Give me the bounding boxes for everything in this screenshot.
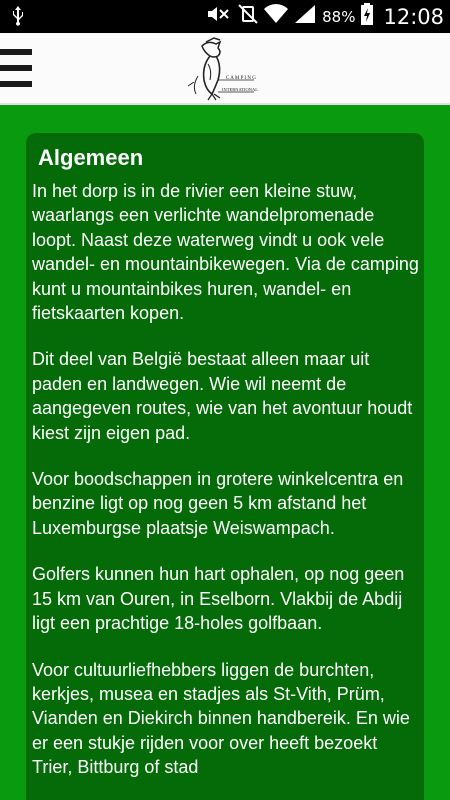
card-title: Algemeen <box>38 145 144 170</box>
status-bar <box>0 0 450 33</box>
card-body <box>32 179 420 800</box>
hamburger-menu-icon[interactable] <box>0 49 32 87</box>
battery-percent: 88% <box>322 7 356 26</box>
paragraph: Voor boodschappen in grotere winkelcentra en benzine ligt op nog geen 5 km afstand het Luxemburgse plaatsje Weiswampach. <box>32 469 404 538</box>
mute-icon <box>206 4 232 29</box>
wifi-icon <box>264 4 288 29</box>
vibrate-off-icon <box>238 4 258 29</box>
svg-text:C A M P I N G: C A M P I N G <box>226 76 256 81</box>
svg-text:INTERNATIONAL: INTERNATIONAL <box>222 87 258 92</box>
paragraph: In het dorp is in de rivier een kleine stuw, waarlangs een verlichte wandelpromenade loopt. Naast deze waterweg vindt u ook vele wandel- en mountainbikewegen. Via de camping kunt u mountainbikes huren, wandel- en fietskaarten kopen. <box>32 181 419 324</box>
paragraph: Dit deel van België bestaat alleen maar uit paden en landwegen. Wie wil neemt de aangegeven routes, wie van het avontuur houdt kiest zijn eigen pad. <box>32 349 413 443</box>
content-card <box>26 133 424 800</box>
signal-icon <box>294 4 316 29</box>
camping-logo <box>184 36 260 102</box>
usb-icon <box>12 6 24 31</box>
clock: 12:08 <box>383 4 444 29</box>
battery-charging-icon <box>361 3 373 30</box>
app-bar <box>0 33 450 105</box>
paragraph: Golfers kunnen hun hart ophalen, op nog geen 15 km van Ouren, in Eselborn. Vlakbij de Abdij ligt een prachtige 18-holes golfbaan. <box>32 564 405 634</box>
paragraph: Voor cultuurliefhebbers liggen de burchten, kerkjes, musea en stadjes als St-Vith, Prüm, Vianden en Diekirch binnen handbereik. En wie er een stukje rijden voor over heeft bezoekt Trier, Bittburg of stad <box>32 659 410 778</box>
